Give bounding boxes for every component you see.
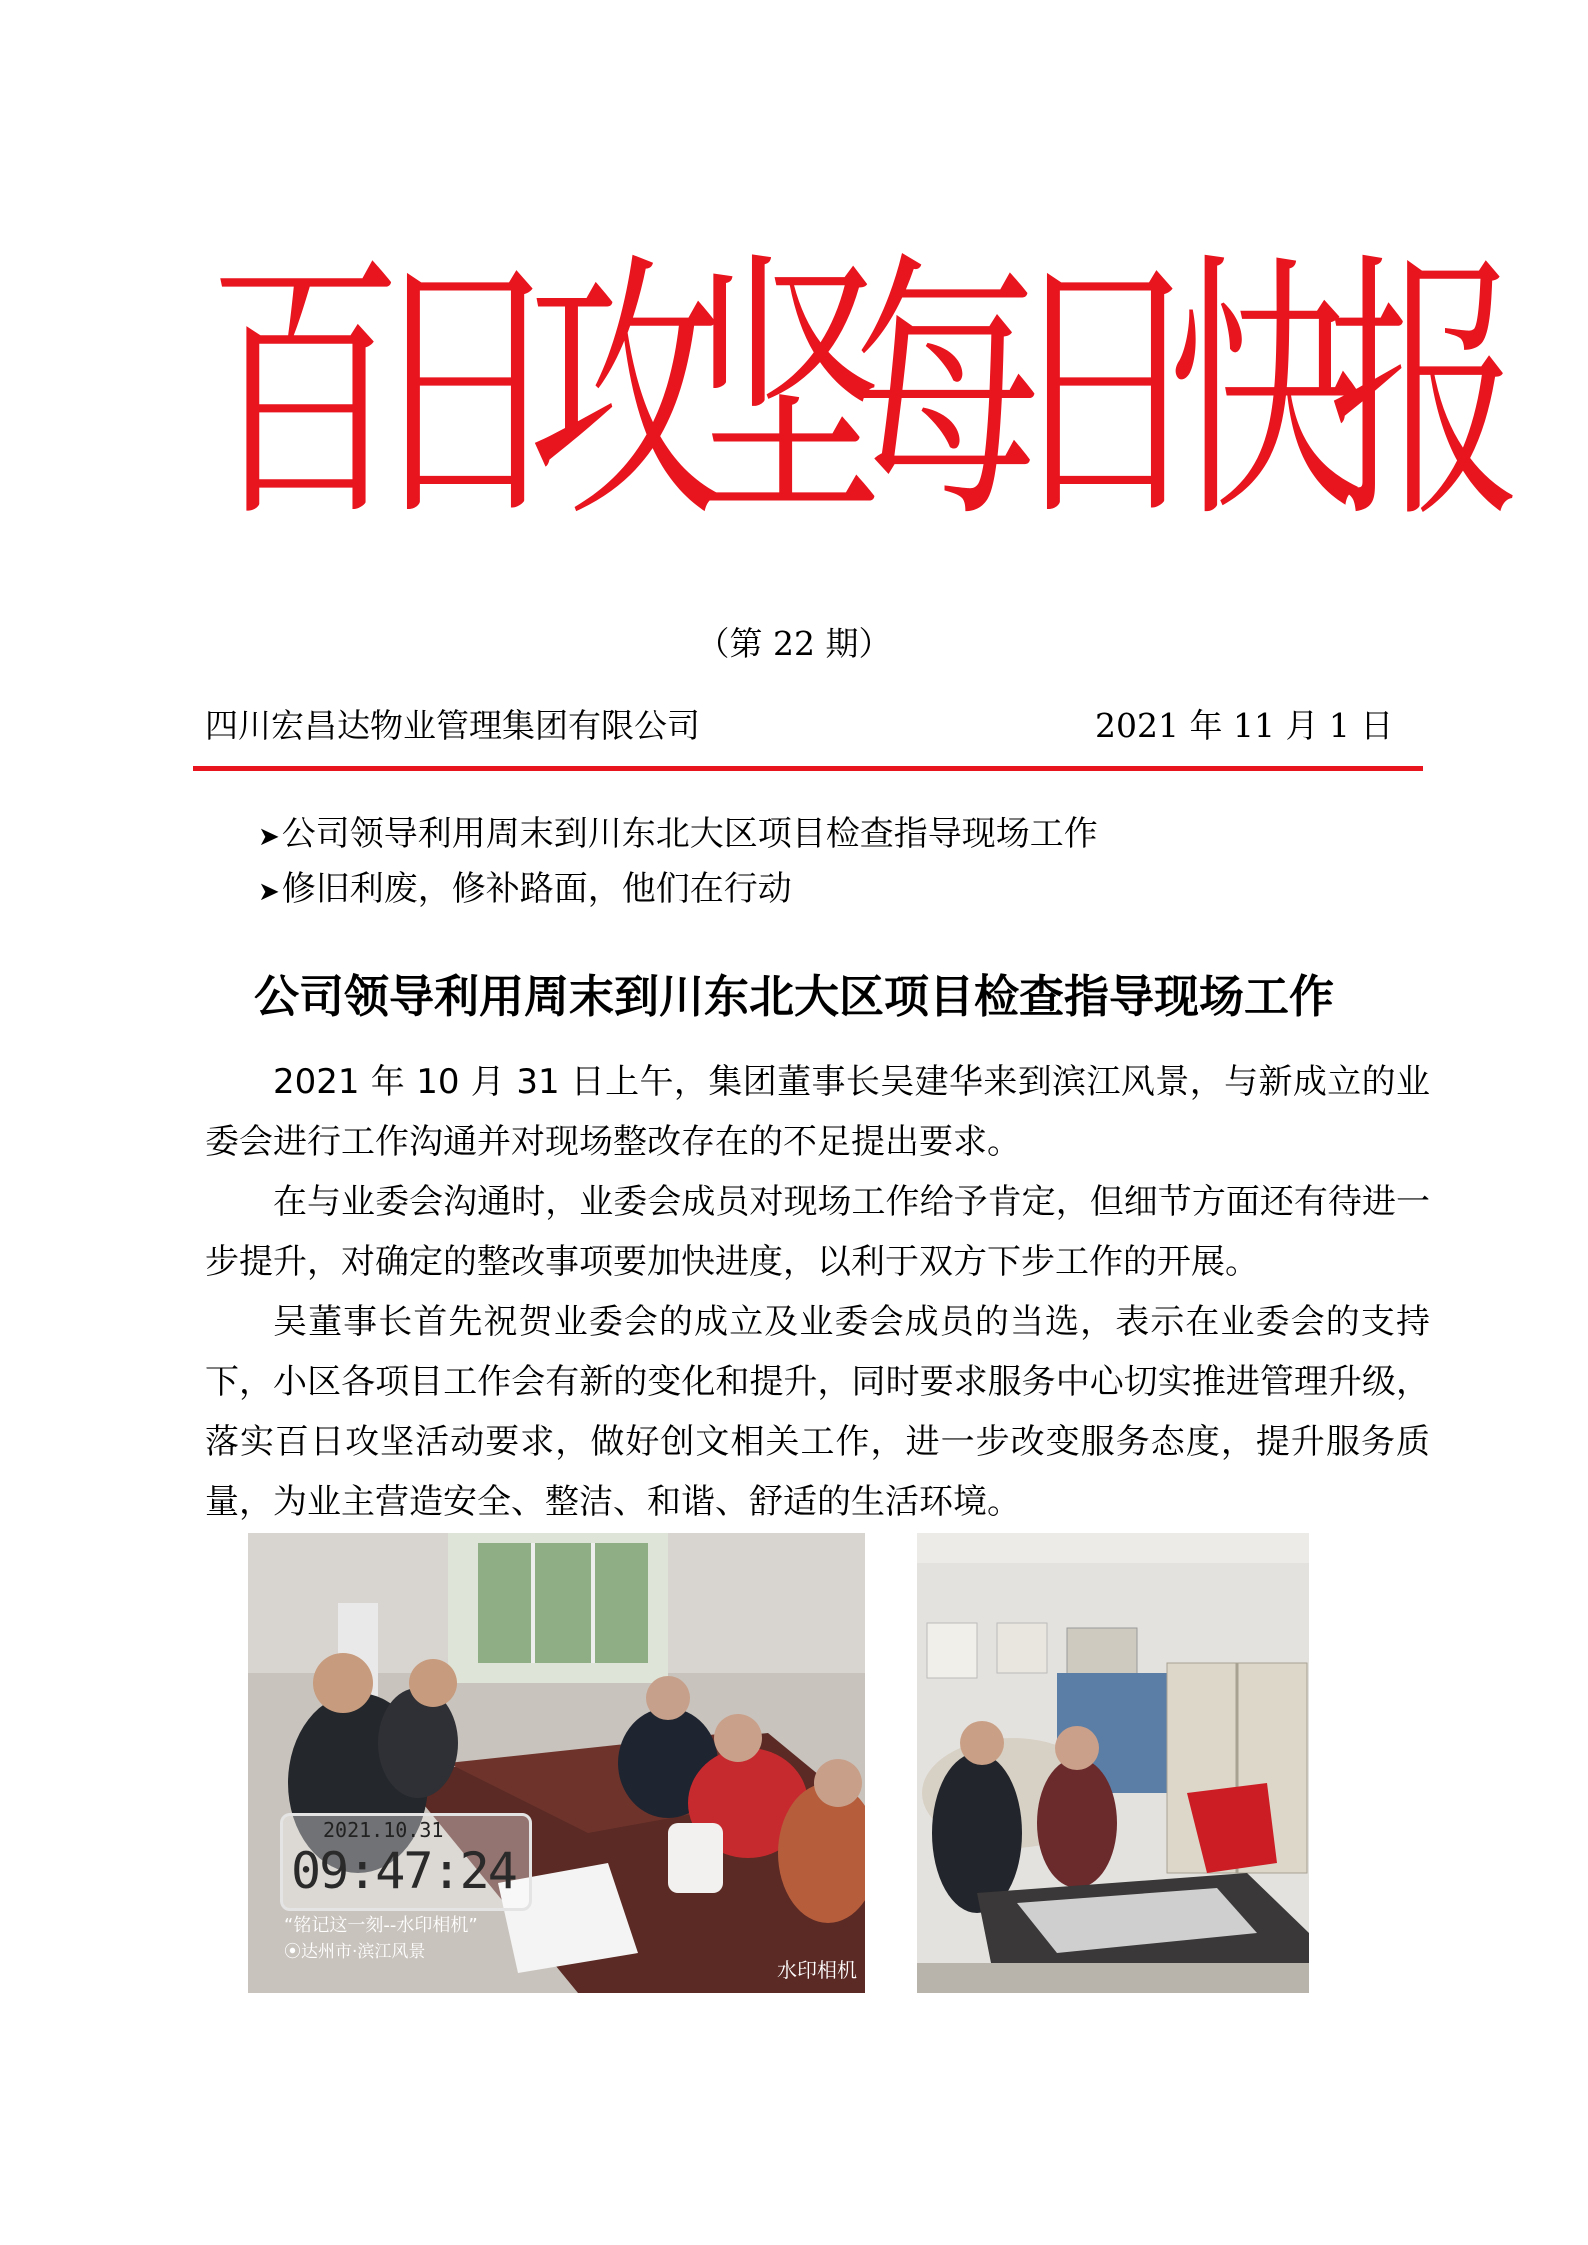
arrow-bullet-icon: ➤ <box>258 877 280 907</box>
masthead-char: 日 <box>1007 229 1203 556</box>
toc-item: ➤修旧利废，修补路面，他们在行动 <box>258 869 792 909</box>
meeting-photo <box>248 1533 865 1993</box>
arrow-bullet-icon: ➤ <box>258 822 280 852</box>
watermark-location: ⦿达州市·滨江风景 <box>284 1942 426 1962</box>
article-paragraph: 2021 年 10 月 31 日上午，集团董事长吴建华来到滨江风景，与新成立的业委会进行工作沟通并对现场整改存在的不足提出要求。 <box>205 1062 1430 1162</box>
masthead-char: 攻 <box>527 229 723 556</box>
masthead-char: 日 <box>367 229 563 556</box>
article-body <box>205 1052 1430 1532</box>
masthead-char: 百 <box>207 229 403 556</box>
masthead-char: 每 <box>847 229 1043 556</box>
article-title: 公司领导利用周末到川东北大区项目检查指导现场工作 <box>253 970 1334 1023</box>
masthead-title <box>190 228 1523 558</box>
office-photo <box>917 1533 1309 1993</box>
location-pin-icon: ⦿ <box>284 1942 301 1962</box>
time-stamp <box>280 1813 532 1911</box>
company-name: 四川宏昌达物业管理集团有限公司 <box>205 706 700 745</box>
table-of-contents <box>258 808 1098 918</box>
publish-date: 2021 年 11 月 1 日 <box>1095 706 1394 745</box>
article-paragraph: 吴董事长首先祝贺业委会的成立及业委会成员的当选，表示在业委会的支持下，小区各项目工作会有新的变化和提升，同时要求服务中心切实推进管理升级，落实百日攻坚活动要求，做好创文相关工作，进一步改变服务态度，提升服务质量，为业主营造安全、整洁、和谐、舒适的生活环境。 <box>205 1302 1430 1522</box>
stamp-time: 09:47:24 <box>291 1842 516 1900</box>
issue-number: （第 22 期） <box>696 624 892 663</box>
toc-item: ➤公司领导利用周末到川东北大区项目检查指导现场工作 <box>258 814 1098 854</box>
watermark-brand: 水印相机 <box>777 1958 857 1982</box>
masthead-char: 报 <box>1327 229 1523 556</box>
stamp-date: 2021.10.31 <box>323 1818 444 1842</box>
watermark-slogan: “铭记这一刻--水印相机” <box>284 1915 478 1936</box>
masthead-char: 坚 <box>687 229 883 556</box>
article-paragraph: 在与业委会沟通时，业委会成员对现场工作给予肯定，但细节方面还有待进一步提升，对确定的整改事项要加快进度，以利于双方下步工作的开展。 <box>205 1182 1430 1282</box>
masthead-char: 快 <box>1167 229 1363 556</box>
office-photo-illustration <box>917 1533 1309 1993</box>
header-divider <box>193 766 1423 771</box>
